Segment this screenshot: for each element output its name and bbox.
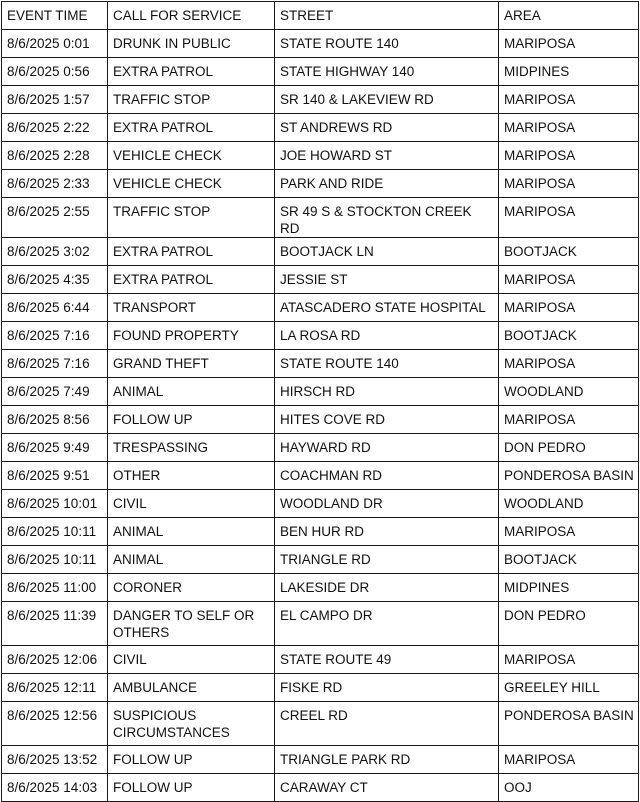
- street-cell: COACHMAN RD: [275, 462, 499, 490]
- event-time-cell: 8/6/2025 11:00: [2, 574, 108, 602]
- event-time-cell: 8/6/2025 0:01: [2, 30, 108, 58]
- table-row: [2, 646, 639, 674]
- call-for-service-cell: EXTRA PATROL: [108, 114, 275, 142]
- street-cell: CREEL RD: [275, 702, 499, 746]
- event-time-cell: 8/6/2025 10:01: [2, 490, 108, 518]
- street-cell: LAKESIDE DR: [275, 574, 499, 602]
- call-for-service-cell: CIVIL: [108, 646, 275, 674]
- street-cell: HITES COVE RD: [275, 406, 499, 434]
- area-cell: MARIPOSA: [499, 350, 639, 378]
- event-time-cell: 8/6/2025 14:03: [2, 774, 108, 802]
- street-cell: SR 49 S & STOCKTON CREEK RD: [275, 198, 499, 238]
- area-cell: MARIPOSA: [499, 294, 639, 322]
- street-cell: STATE HIGHWAY 140: [275, 58, 499, 86]
- call-for-service-cell: DRUNK IN PUBLIC: [108, 30, 275, 58]
- table-row: [2, 434, 639, 462]
- area-cell: DON PEDRO: [499, 602, 639, 646]
- event-time-cell: 8/6/2025 0:56: [2, 58, 108, 86]
- area-cell: MARIPOSA: [499, 646, 639, 674]
- table-row: [2, 378, 639, 406]
- street-cell: EL CAMPO DR: [275, 602, 499, 646]
- table-row: [2, 170, 639, 198]
- table-header: [2, 2, 639, 30]
- table-row: [2, 294, 639, 322]
- table-row: [2, 746, 639, 774]
- street-cell: STATE ROUTE 140: [275, 30, 499, 58]
- area-cell: WOODLAND: [499, 490, 639, 518]
- table-row: [2, 602, 639, 646]
- table-row: [2, 350, 639, 378]
- table-row: [2, 30, 639, 58]
- call-for-service-cell: CORONER: [108, 574, 275, 602]
- area-cell: DON PEDRO: [499, 434, 639, 462]
- call-for-service-cell: CIVIL: [108, 490, 275, 518]
- area-cell: MARIPOSA: [499, 114, 639, 142]
- area-cell: PONDEROSA BASIN: [499, 462, 639, 490]
- event-time-cell: 8/6/2025 4:35: [2, 266, 108, 294]
- area-cell: BOOTJACK: [499, 322, 639, 350]
- table-row: [2, 490, 639, 518]
- header-area: AREA: [499, 2, 639, 30]
- call-for-service-cell: ANIMAL: [108, 546, 275, 574]
- event-time-cell: 8/6/2025 9:51: [2, 462, 108, 490]
- call-for-service-cell: OTHER: [108, 462, 275, 490]
- event-time-cell: 8/6/2025 2:33: [2, 170, 108, 198]
- table-body: [2, 30, 639, 802]
- area-cell: BOOTJACK: [499, 238, 639, 266]
- area-cell: GREELEY HILL: [499, 674, 639, 702]
- street-cell: HAYWARD RD: [275, 434, 499, 462]
- header-street: STREET: [275, 2, 499, 30]
- call-for-service-cell: ANIMAL: [108, 518, 275, 546]
- area-cell: BOOTJACK: [499, 546, 639, 574]
- header-row: [2, 2, 639, 30]
- table-row: [2, 322, 639, 350]
- call-for-service-cell: FOLLOW UP: [108, 746, 275, 774]
- street-cell: STATE ROUTE 140: [275, 350, 499, 378]
- event-time-cell: 8/6/2025 12:11: [2, 674, 108, 702]
- street-cell: ATASCADERO STATE HOSPITAL: [275, 294, 499, 322]
- table-row: [2, 238, 639, 266]
- event-time-cell: 8/6/2025 7:16: [2, 322, 108, 350]
- call-for-service-cell: FOLLOW UP: [108, 774, 275, 802]
- call-for-service-cell: TRESPASSING: [108, 434, 275, 462]
- call-for-service-cell: TRANSPORT: [108, 294, 275, 322]
- event-time-cell: 8/6/2025 11:39: [2, 602, 108, 646]
- event-time-cell: 8/6/2025 7:49: [2, 378, 108, 406]
- area-cell: MARIPOSA: [499, 198, 639, 238]
- area-cell: MIDPINES: [499, 574, 639, 602]
- area-cell: MARIPOSA: [499, 30, 639, 58]
- event-time-cell: 8/6/2025 1:57: [2, 86, 108, 114]
- street-cell: JOE HOWARD ST: [275, 142, 499, 170]
- area-cell: MARIPOSA: [499, 518, 639, 546]
- header-call-for-service: CALL FOR SERVICE: [108, 2, 275, 30]
- event-time-cell: 8/6/2025 2:22: [2, 114, 108, 142]
- area-cell: MARIPOSA: [499, 266, 639, 294]
- street-cell: BEN HUR RD: [275, 518, 499, 546]
- street-cell: HIRSCH RD: [275, 378, 499, 406]
- table-row: [2, 462, 639, 490]
- call-for-service-cell: TRAFFIC STOP: [108, 198, 275, 238]
- event-time-cell: 8/6/2025 6:44: [2, 294, 108, 322]
- event-time-cell: 8/6/2025 13:52: [2, 746, 108, 774]
- table-row: [2, 546, 639, 574]
- street-cell: BOOTJACK LN: [275, 238, 499, 266]
- call-for-service-cell: DANGER TO SELF OR OTHERS: [108, 602, 275, 646]
- table-row: [2, 86, 639, 114]
- event-time-cell: 8/6/2025 8:56: [2, 406, 108, 434]
- street-cell: SR 140 & LAKEVIEW RD: [275, 86, 499, 114]
- event-time-cell: 8/6/2025 12:06: [2, 646, 108, 674]
- street-cell: PARK AND RIDE: [275, 170, 499, 198]
- area-cell: MARIPOSA: [499, 170, 639, 198]
- area-cell: WOODLAND: [499, 378, 639, 406]
- table-row: [2, 58, 639, 86]
- street-cell: LA ROSA RD: [275, 322, 499, 350]
- street-cell: CARAWAY CT: [275, 774, 499, 802]
- call-for-service-cell: GRAND THEFT: [108, 350, 275, 378]
- area-cell: MARIPOSA: [499, 406, 639, 434]
- event-time-cell: 8/6/2025 7:16: [2, 350, 108, 378]
- table-row: [2, 774, 639, 802]
- table-row: [2, 142, 639, 170]
- street-cell: TRIANGLE PARK RD: [275, 746, 499, 774]
- area-cell: MARIPOSA: [499, 746, 639, 774]
- area-cell: MARIPOSA: [499, 142, 639, 170]
- call-for-service-cell: FOUND PROPERTY: [108, 322, 275, 350]
- call-for-service-cell: EXTRA PATROL: [108, 238, 275, 266]
- street-cell: STATE ROUTE 49: [275, 646, 499, 674]
- event-time-cell: 8/6/2025 10:11: [2, 518, 108, 546]
- table-row: [2, 198, 639, 238]
- call-for-service-cell: FOLLOW UP: [108, 406, 275, 434]
- call-for-service-cell: SUSPICIOUS CIRCUMSTANCES: [108, 702, 275, 746]
- call-for-service-cell: VEHICLE CHECK: [108, 170, 275, 198]
- area-cell: OOJ: [499, 774, 639, 802]
- table-row: [2, 266, 639, 294]
- area-cell: MARIPOSA: [499, 86, 639, 114]
- call-log-table: [1, 1, 639, 802]
- area-cell: PONDEROSA BASIN: [499, 702, 639, 746]
- event-time-cell: 8/6/2025 10:11: [2, 546, 108, 574]
- table-row: [2, 518, 639, 546]
- event-time-cell: 8/6/2025 12:56: [2, 702, 108, 746]
- street-cell: JESSIE ST: [275, 266, 499, 294]
- street-cell: FISKE RD: [275, 674, 499, 702]
- event-time-cell: 8/6/2025 2:28: [2, 142, 108, 170]
- call-for-service-cell: TRAFFIC STOP: [108, 86, 275, 114]
- table-row: [2, 574, 639, 602]
- call-for-service-cell: ANIMAL: [108, 378, 275, 406]
- event-time-cell: 8/6/2025 2:55: [2, 198, 108, 238]
- street-cell: TRIANGLE RD: [275, 546, 499, 574]
- event-time-cell: 8/6/2025 3:02: [2, 238, 108, 266]
- table-row: [2, 406, 639, 434]
- call-for-service-cell: AMBULANCE: [108, 674, 275, 702]
- call-for-service-cell: VEHICLE CHECK: [108, 142, 275, 170]
- table-row: [2, 674, 639, 702]
- header-event-time: EVENT TIME: [2, 2, 108, 30]
- table-row: [2, 702, 639, 746]
- call-for-service-cell: EXTRA PATROL: [108, 58, 275, 86]
- street-cell: ST ANDREWS RD: [275, 114, 499, 142]
- area-cell: MIDPINES: [499, 58, 639, 86]
- call-for-service-cell: EXTRA PATROL: [108, 266, 275, 294]
- table-row: [2, 114, 639, 142]
- street-cell: WOODLAND DR: [275, 490, 499, 518]
- event-time-cell: 8/6/2025 9:49: [2, 434, 108, 462]
